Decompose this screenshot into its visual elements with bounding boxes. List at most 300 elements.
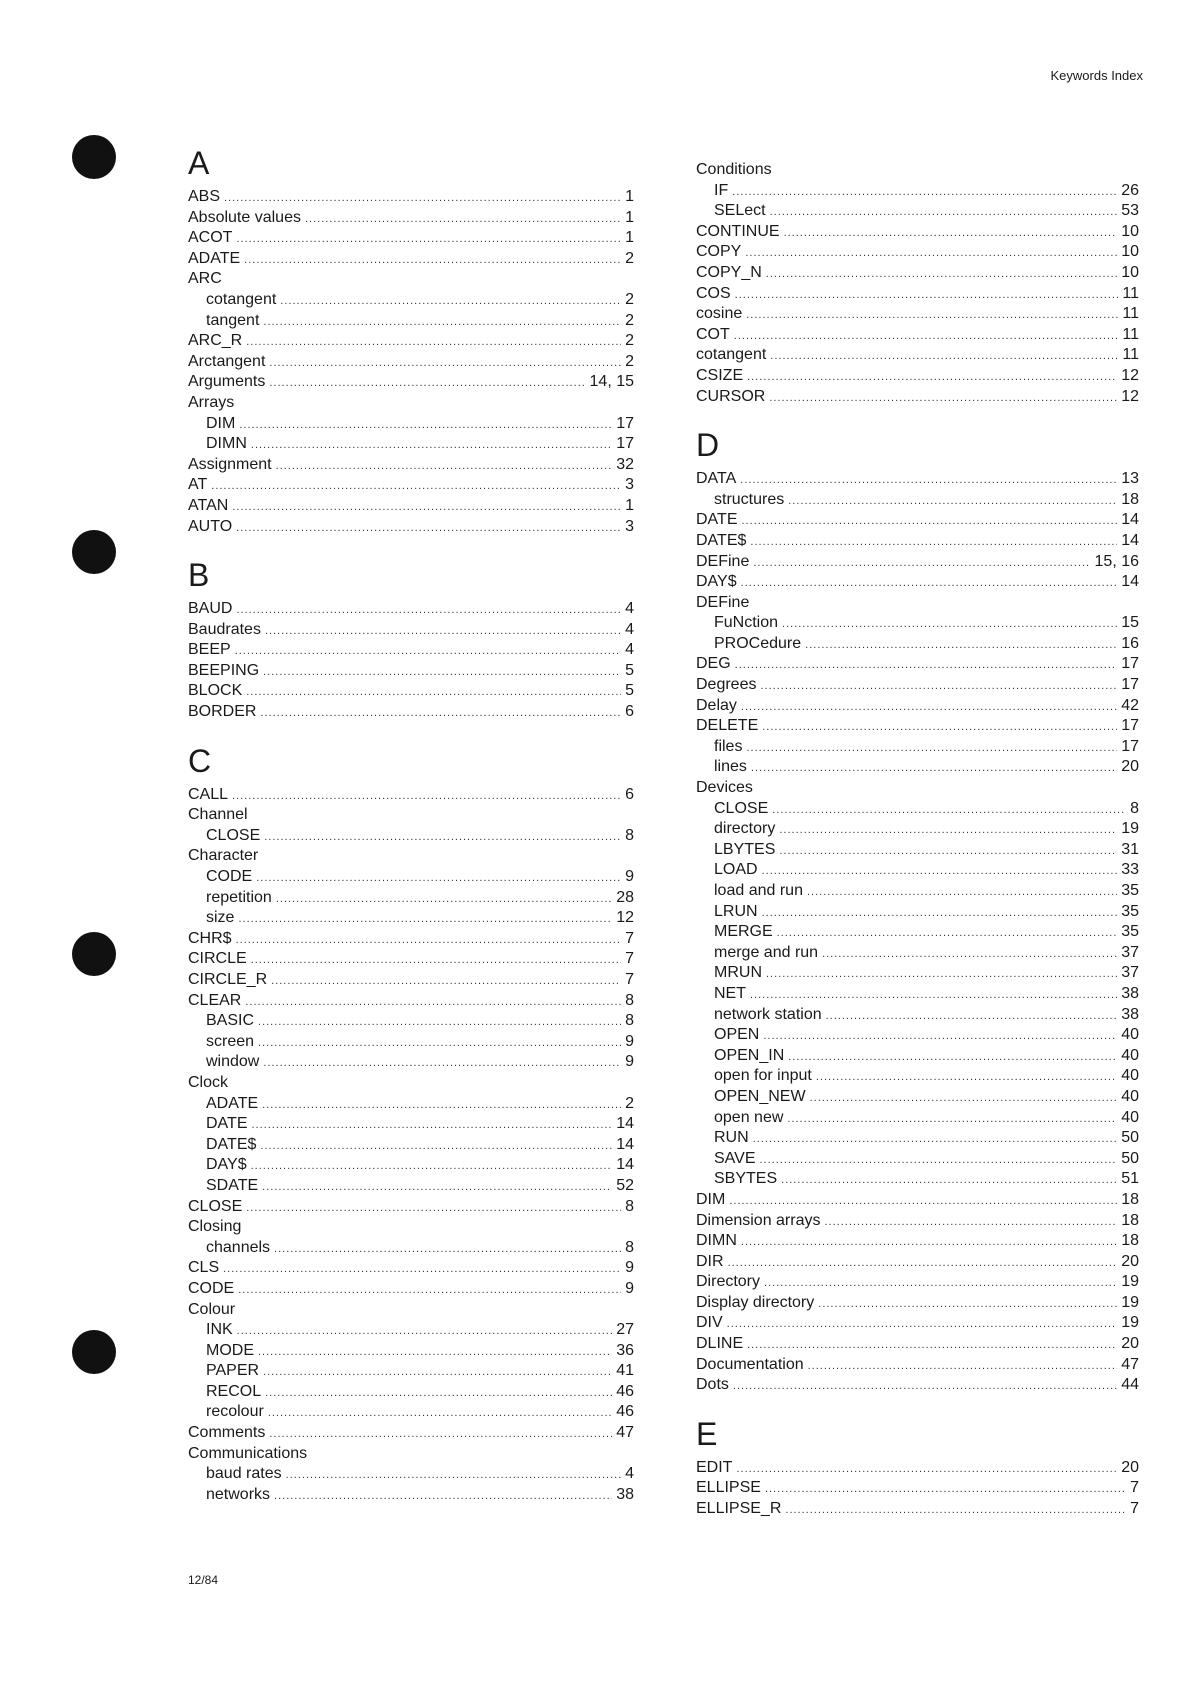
index-entry — [696, 654, 1139, 675]
entry-term: ARC_R — [188, 332, 243, 350]
index-entry — [696, 552, 1139, 573]
dot-leader — [256, 868, 621, 889]
index-entry — [188, 661, 634, 682]
dot-leader — [826, 1006, 1118, 1027]
dot-leader — [745, 243, 1117, 264]
entry-term: OPEN — [714, 1026, 760, 1044]
dot-leader — [236, 518, 621, 539]
entry-term: DELETE — [696, 717, 759, 735]
index-entry — [696, 1375, 1139, 1396]
entry-term: CIRCLE — [188, 950, 247, 968]
entry-term: Documentation — [696, 1355, 804, 1373]
entry-page-number: 46 — [616, 1382, 634, 1400]
entry-page-number: 2 — [625, 352, 634, 370]
entry-page-number: 20 — [1121, 1458, 1139, 1476]
binder-hole-icon — [72, 135, 116, 179]
dot-leader — [808, 1356, 1118, 1377]
entry-page-number: 6 — [625, 785, 634, 803]
index-entry — [696, 778, 1139, 799]
entry-page-number: 17 — [1121, 676, 1139, 694]
entry-page-number: 4 — [625, 1465, 634, 1483]
index-entry — [696, 716, 1139, 737]
index-subentry — [188, 908, 634, 929]
entry-page-number: 17 — [616, 435, 634, 453]
entry-page-number: 4 — [625, 600, 634, 618]
index-entry — [696, 1231, 1139, 1252]
index-entry — [188, 1300, 634, 1321]
entry-term: LOAD — [714, 861, 758, 879]
entry-term: Colour — [188, 1300, 236, 1318]
entry-page-number: 9 — [625, 1279, 634, 1297]
entry-term: CHR$ — [188, 929, 232, 947]
entry-term: Arctangent — [188, 352, 266, 370]
entry-term: cosine — [696, 305, 743, 323]
entry-page-number: 20 — [1121, 1252, 1139, 1270]
entry-term: AT — [188, 476, 208, 494]
entry-page-number: 8 — [625, 826, 634, 844]
index-subentry — [188, 867, 634, 888]
entry-term: CSIZE — [696, 366, 744, 384]
entry-page-number: 50 — [1121, 1149, 1139, 1167]
entry-page-number: 14 — [616, 1115, 634, 1133]
index-subentry — [188, 1464, 634, 1485]
entry-page-number: 15 — [1121, 614, 1139, 632]
index-section — [696, 1414, 1139, 1520]
entry-page-number: 4 — [625, 641, 634, 659]
entry-page-number: 17 — [1121, 737, 1139, 755]
entry-term: Character — [188, 847, 259, 865]
entry-page-number: 2 — [625, 1094, 634, 1112]
dot-leader — [264, 827, 621, 848]
dot-leader — [263, 1362, 612, 1383]
dot-leader — [263, 1053, 621, 1074]
index-entry — [696, 593, 1139, 614]
entry-page-number: 1 — [625, 208, 634, 226]
dot-leader — [246, 1198, 621, 1219]
entry-page-number: 47 — [616, 1424, 634, 1442]
dot-leader — [263, 312, 621, 333]
index-entry — [696, 1313, 1139, 1334]
entry-page-number: 8 — [625, 1197, 634, 1215]
entry-page-number: 10 — [1121, 222, 1139, 240]
entry-term: DEFine — [696, 552, 750, 570]
dot-leader — [276, 889, 612, 910]
dot-leader — [232, 786, 621, 807]
entry-term: merge and run — [714, 943, 819, 961]
dot-leader — [223, 1259, 621, 1280]
dot-leader — [766, 264, 1117, 285]
index-subentry — [188, 311, 634, 332]
entry-term: DIMN — [696, 1232, 737, 1250]
dot-leader — [246, 332, 621, 353]
entry-term: ARC — [188, 270, 222, 288]
binder-hole-icon — [72, 932, 116, 976]
dot-leader — [772, 800, 1126, 821]
dot-leader — [237, 1321, 613, 1342]
entry-page-number: 40 — [1121, 1108, 1139, 1126]
dot-leader — [766, 964, 1117, 985]
index-entry — [696, 696, 1139, 717]
index-subentry — [188, 888, 634, 909]
entry-page-number: 18 — [1121, 1232, 1139, 1250]
index-subentry — [188, 1114, 634, 1135]
index-column-left — [188, 143, 634, 1505]
page-header: Keywords Index — [1050, 68, 1143, 83]
entry-page-number: 10 — [1121, 263, 1139, 281]
entry-page-number: 2 — [625, 332, 634, 350]
dot-leader — [251, 1115, 612, 1136]
index-subentry — [696, 1066, 1139, 1087]
entry-term: SELect — [714, 202, 766, 220]
entry-page-number: 38 — [616, 1485, 634, 1503]
index-section — [696, 160, 1139, 407]
dot-leader — [269, 1424, 612, 1445]
index-entry — [696, 1499, 1139, 1520]
dot-leader — [781, 1170, 1117, 1191]
entry-term: baud rates — [206, 1465, 282, 1483]
dot-leader — [265, 621, 621, 642]
entry-page-number: 40 — [1121, 1046, 1139, 1064]
index-entry — [696, 1272, 1139, 1293]
entry-term: OPEN_IN — [714, 1046, 785, 1064]
entry-page-number: 20 — [1121, 1335, 1139, 1353]
entry-term: PAPER — [206, 1362, 260, 1380]
dot-leader — [268, 1403, 612, 1424]
entry-term: ATAN — [188, 496, 229, 514]
entry-page-number: 19 — [1121, 1273, 1139, 1291]
entry-page-number: 12 — [1121, 387, 1139, 405]
entry-page-number: 38 — [1121, 984, 1139, 1002]
entry-page-number: 44 — [1121, 1376, 1139, 1394]
entry-term: DATE — [696, 511, 738, 529]
index-subentry — [696, 860, 1139, 881]
dot-leader — [262, 1095, 621, 1116]
entry-term: Devices — [696, 779, 753, 797]
entry-term: DAY$ — [206, 1156, 247, 1174]
dot-leader — [239, 415, 612, 436]
dot-leader — [732, 182, 1117, 203]
index-entry — [188, 517, 634, 538]
index-subentry — [696, 1108, 1139, 1129]
entry-term: Arrays — [188, 393, 235, 411]
index-subentry — [188, 1382, 634, 1403]
entry-page-number: 32 — [616, 455, 634, 473]
entry-term: screen — [206, 1032, 255, 1050]
entry-page-number: 31 — [1121, 840, 1139, 858]
dot-leader — [777, 923, 1118, 944]
entry-term: Comments — [188, 1424, 266, 1442]
section-letter: D — [696, 427, 720, 464]
index-entry — [188, 269, 634, 290]
entry-page-number: 5 — [625, 661, 634, 679]
index-entry — [696, 366, 1139, 387]
index-entry — [696, 1211, 1139, 1232]
index-subentry — [188, 1238, 634, 1259]
entry-page-number: 46 — [616, 1403, 634, 1421]
dot-leader — [265, 1383, 612, 1404]
dot-leader — [274, 1486, 612, 1507]
index-entry — [188, 846, 634, 867]
dot-leader — [258, 1012, 621, 1033]
entry-page-number: 11 — [1122, 305, 1139, 323]
index-entry — [696, 242, 1139, 263]
entry-page-number: 8 — [1130, 799, 1139, 817]
index-subentry — [188, 1361, 634, 1382]
dot-leader — [269, 373, 585, 394]
entry-page-number: 35 — [1121, 882, 1139, 899]
entry-page-number: 35 — [1121, 902, 1139, 920]
index-entry — [188, 949, 634, 970]
entry-term: DATE — [206, 1115, 248, 1133]
index-subentry — [188, 434, 634, 455]
entry-page-number: 18 — [1121, 1190, 1139, 1208]
dot-leader — [746, 305, 1118, 326]
entry-term: MERGE — [714, 923, 773, 941]
index-entry — [696, 345, 1139, 366]
entry-page-number: 40 — [1121, 1026, 1139, 1044]
entry-page-number: 14 — [616, 1135, 634, 1153]
index-subentry — [696, 201, 1139, 222]
index-entry — [188, 208, 634, 229]
index-subentry — [188, 1402, 634, 1423]
index-entry — [696, 531, 1139, 552]
entry-term: DIMN — [206, 435, 247, 453]
dot-leader — [741, 697, 1117, 718]
dot-leader — [260, 1136, 612, 1157]
entry-page-number: 9 — [625, 1259, 634, 1277]
index-entry — [188, 1279, 634, 1300]
entry-term: ADATE — [206, 1094, 259, 1112]
entry-term: Dimension arrays — [696, 1211, 821, 1229]
index-entry — [696, 1458, 1139, 1479]
entry-term: DATE$ — [206, 1135, 257, 1153]
entry-term: BLOCK — [188, 682, 243, 700]
entry-term: tangent — [206, 311, 260, 329]
entry-term: directory — [714, 820, 776, 838]
entry-page-number: 33 — [1121, 861, 1139, 879]
index-entry — [188, 455, 634, 476]
dot-leader — [305, 209, 621, 230]
index-entry — [696, 675, 1139, 696]
index-entry — [696, 263, 1139, 284]
dot-leader — [784, 223, 1118, 244]
entry-term: SBYTES — [714, 1170, 778, 1188]
dot-leader — [760, 676, 1117, 697]
dot-leader — [735, 655, 1118, 676]
entry-term: IF — [714, 181, 729, 199]
index-subentry — [696, 1046, 1139, 1067]
entry-page-number: 11 — [1122, 346, 1139, 364]
entry-term: COPY — [696, 243, 742, 261]
entry-term: PROCedure — [714, 634, 802, 652]
entry-term: ACOT — [188, 229, 233, 247]
entry-term: BEEP — [188, 641, 231, 659]
index-entry — [188, 496, 634, 517]
index-subentry — [696, 181, 1139, 202]
index-subentry — [696, 737, 1139, 758]
entry-term: CURSOR — [696, 387, 766, 405]
entry-page-number: 9 — [625, 1053, 634, 1071]
entry-term: Channel — [188, 806, 248, 824]
entry-page-number: 42 — [1121, 696, 1139, 714]
dot-leader — [788, 1047, 1117, 1068]
entry-page-number: 2 — [625, 249, 634, 267]
entry-page-number: 35 — [1121, 923, 1139, 941]
entry-page-number: 37 — [1121, 943, 1139, 961]
binder-hole-icon — [72, 530, 116, 574]
entry-page-number: 14 — [1121, 531, 1139, 549]
dot-leader — [286, 1465, 621, 1486]
dot-leader — [246, 682, 621, 703]
index-entry — [696, 1293, 1139, 1314]
index-entry — [188, 785, 634, 806]
index-entry — [696, 1190, 1139, 1211]
entry-page-number: 47 — [1121, 1355, 1139, 1373]
index-section — [188, 143, 634, 537]
entry-term: Baudrates — [188, 620, 261, 638]
entry-page-number: 17 — [616, 414, 634, 432]
index-subentry — [188, 1155, 634, 1176]
entry-term: Clock — [188, 1073, 229, 1091]
section-letter: C — [188, 742, 212, 779]
page-footer-date: 12/84 — [188, 1573, 219, 1587]
index-section — [696, 425, 1139, 1396]
entry-page-number: 1 — [625, 188, 634, 205]
index-subentry — [188, 1341, 634, 1362]
entry-page-number: 40 — [1121, 1087, 1139, 1105]
index-subentry — [188, 1176, 634, 1197]
section-letter: A — [188, 145, 210, 181]
dot-leader — [263, 662, 621, 683]
entry-term: Arguments — [188, 373, 266, 391]
entry-term: DEG — [696, 655, 731, 673]
dot-leader — [805, 635, 1117, 656]
entry-term: repetition — [206, 888, 272, 906]
entry-term: ELLIPSE — [696, 1479, 761, 1497]
index-subentry — [188, 1485, 634, 1506]
index-entry — [188, 331, 634, 352]
entry-term: RECOL — [206, 1382, 262, 1400]
index-entry — [696, 572, 1139, 593]
entry-term: CODE — [206, 868, 253, 886]
entry-page-number: 7 — [625, 950, 634, 968]
entry-page-number: 26 — [1121, 181, 1139, 199]
entry-term: LBYTES — [714, 840, 776, 858]
entry-page-number: 6 — [625, 703, 634, 721]
entry-page-number: 15, 16 — [1094, 552, 1139, 570]
entry-page-number: 7 — [1130, 1479, 1139, 1497]
entry-term: Display directory — [696, 1293, 815, 1311]
index-subentry — [696, 922, 1139, 943]
entry-page-number: 14 — [1121, 573, 1139, 591]
dot-leader — [762, 861, 1118, 882]
entry-page-number: 8 — [625, 1012, 634, 1030]
index-entry — [188, 187, 634, 208]
entry-page-number: 52 — [616, 1176, 634, 1194]
entry-term: recolour — [206, 1403, 264, 1421]
dot-leader — [746, 738, 1117, 759]
dot-leader — [276, 456, 613, 477]
entry-term: Conditions — [696, 161, 772, 178]
index-entry — [188, 1423, 634, 1444]
dot-leader — [232, 497, 621, 518]
entry-page-number: 13 — [1121, 470, 1139, 488]
index-entry — [696, 1478, 1139, 1499]
dot-leader — [762, 717, 1117, 738]
entry-term: DIM — [696, 1190, 726, 1208]
entry-page-number: 28 — [616, 888, 634, 906]
entry-page-number: 27 — [616, 1321, 634, 1339]
entry-term: DIR — [696, 1252, 724, 1270]
entry-term: BEEPING — [188, 661, 260, 679]
entry-page-number: 3 — [625, 476, 634, 494]
entry-term: Dots — [696, 1376, 729, 1394]
dot-leader — [762, 903, 1118, 924]
entry-term: cotangent — [206, 290, 277, 308]
dot-leader — [238, 909, 612, 930]
index-entry — [188, 1258, 634, 1279]
index-entry — [188, 1197, 634, 1218]
entry-page-number: 20 — [1121, 758, 1139, 776]
binder-hole-icon — [72, 1330, 116, 1374]
entry-page-number: 1 — [625, 229, 634, 247]
dot-leader — [251, 950, 621, 971]
dot-leader — [760, 1150, 1118, 1171]
entry-page-number: 17 — [1121, 655, 1139, 673]
entry-page-number: 12 — [616, 909, 634, 927]
entry-page-number: 53 — [1121, 202, 1139, 220]
entry-term: DIV — [696, 1314, 723, 1332]
index-subentry — [696, 799, 1139, 820]
index-entry — [188, 640, 634, 661]
index-entry — [696, 1355, 1139, 1376]
entry-page-number: 4 — [625, 620, 634, 638]
dot-leader — [736, 1459, 1117, 1480]
index-entry — [188, 372, 634, 393]
index-subentry — [696, 963, 1139, 984]
dot-leader — [244, 250, 621, 271]
index-subentry — [696, 881, 1139, 902]
dot-leader — [779, 841, 1117, 862]
dot-leader — [751, 758, 1117, 779]
entry-term: networks — [206, 1485, 271, 1503]
dot-leader — [260, 703, 621, 724]
entry-term: DIM — [206, 414, 236, 432]
entry-term: open new — [714, 1108, 784, 1126]
index-subentry — [696, 490, 1139, 511]
index-subentry — [696, 1087, 1139, 1108]
entry-page-number: 19 — [1121, 1293, 1139, 1311]
index-entry — [696, 510, 1139, 531]
index-subentry — [188, 414, 634, 435]
entry-term: window — [206, 1053, 260, 1071]
entry-term: MRUN — [714, 964, 762, 982]
entry-page-number: 50 — [1121, 1129, 1139, 1147]
entry-page-number: 9 — [625, 1032, 634, 1050]
entry-page-number: 8 — [625, 991, 634, 1009]
index-subentry — [696, 757, 1139, 778]
entry-term: structures — [714, 490, 785, 508]
entry-page-number: 5 — [625, 682, 634, 700]
entry-term: ABS — [188, 188, 221, 205]
dot-leader — [764, 1273, 1117, 1294]
entry-term: Communications — [188, 1444, 308, 1462]
entry-term: DATE$ — [696, 531, 747, 549]
entry-term: open for input — [714, 1067, 812, 1085]
entry-page-number: 7 — [625, 929, 634, 947]
index-entry — [188, 1073, 634, 1094]
entry-page-number: 7 — [1130, 1500, 1139, 1518]
